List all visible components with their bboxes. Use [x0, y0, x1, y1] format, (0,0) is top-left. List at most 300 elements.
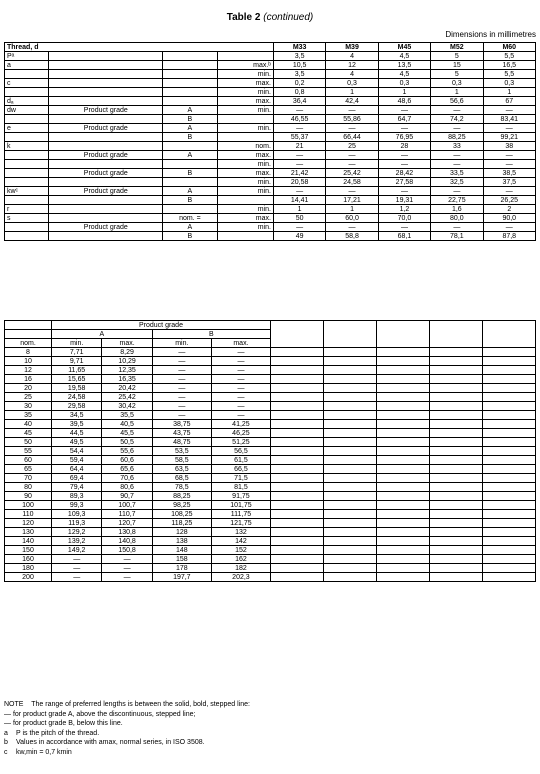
cell: 5,5 [483, 52, 535, 61]
cell: — [483, 124, 535, 133]
blank-cell [377, 528, 430, 537]
cell: 3,5 [273, 52, 325, 61]
cell: — [378, 124, 430, 133]
blank-cell [483, 321, 536, 348]
blank-cell [483, 501, 536, 510]
length-cell: 120 [5, 519, 52, 528]
blank-cell [483, 456, 536, 465]
blank-cell [377, 501, 430, 510]
blank-cell [430, 420, 483, 429]
length-cell: 45,5 [102, 429, 152, 438]
length-cell: 110 [5, 510, 52, 519]
cell [49, 115, 163, 124]
length-cell: — [152, 384, 211, 393]
cell: dw [5, 106, 49, 115]
length-row [5, 447, 536, 456]
length-cell: 158 [152, 555, 211, 564]
blank-cell [483, 375, 536, 384]
length-cell: 81,5 [211, 483, 270, 492]
cell: k [5, 142, 49, 151]
length-cell: — [102, 564, 152, 573]
length-cell: 197,7 [152, 573, 211, 582]
cell [5, 169, 49, 178]
table-row [5, 214, 536, 223]
length-cell: 34,5 [52, 411, 102, 420]
blank-cell [483, 357, 536, 366]
grade-a: A [52, 330, 153, 339]
table-row [5, 196, 536, 205]
length-cell: 24,58 [52, 393, 102, 402]
cell [49, 88, 163, 97]
cell: 19,31 [378, 196, 430, 205]
blank-cell [271, 411, 324, 420]
blank-cell [483, 510, 536, 519]
blank-cell [324, 546, 377, 555]
min-header: min. [52, 339, 102, 348]
cell [217, 115, 273, 124]
blank-cell [483, 519, 536, 528]
cell: — [326, 106, 378, 115]
length-cell: 19,58 [52, 384, 102, 393]
footnote-text: kw,min = 0,7 kmin [16, 748, 72, 756]
length-cell: 109,3 [52, 510, 102, 519]
blank-cell [324, 420, 377, 429]
length-row [5, 357, 536, 366]
table-header-row [5, 43, 536, 52]
cell: max. [217, 151, 273, 160]
blank-cell [430, 573, 483, 582]
header-thread: Thread, d [5, 43, 274, 52]
blank-cell [271, 438, 324, 447]
length-cell: 66,5 [211, 465, 270, 474]
cell: Product grade [49, 223, 163, 232]
cell: min. [217, 160, 273, 169]
table-row [5, 52, 536, 61]
length-cell: 138 [152, 537, 211, 546]
blank-cell [271, 321, 324, 348]
length-row [5, 429, 536, 438]
cell: — [273, 151, 325, 160]
blank-cell [483, 429, 536, 438]
cell: A [163, 124, 217, 133]
length-cell: 100,7 [102, 501, 152, 510]
cell [5, 232, 49, 241]
table-row [5, 97, 536, 106]
length-body [5, 348, 536, 582]
cell: 4,5 [378, 52, 430, 61]
length-cell: 51,25 [211, 438, 270, 447]
note-text: The range of preferred lengths is between the solid, bold, stepped line: [31, 701, 250, 708]
cell [49, 70, 163, 79]
length-cell: 16,35 [102, 375, 152, 384]
cell: — [378, 151, 430, 160]
cell: 13,5 [378, 61, 430, 70]
blank-cell [324, 528, 377, 537]
length-row [5, 438, 536, 447]
cell: — [431, 124, 483, 133]
length-cell: 79,4 [52, 483, 102, 492]
blank-cell [483, 402, 536, 411]
cell [49, 160, 163, 169]
length-cell: — [211, 366, 270, 375]
length-cell: 46,25 [211, 429, 270, 438]
blank-cell [271, 357, 324, 366]
cell [217, 232, 273, 241]
length-cell: 53,5 [152, 447, 211, 456]
table-row [5, 151, 536, 160]
blank-cell [271, 501, 324, 510]
blank-cell [377, 465, 430, 474]
length-cell: 35,5 [102, 411, 152, 420]
cell [49, 79, 163, 88]
cell: — [483, 223, 535, 232]
table-row [5, 187, 536, 196]
footnote: b Values in accordance with amax, normal series, in ISO 3508. [4, 739, 205, 746]
cell: 1 [273, 205, 325, 214]
length-cell: 40 [5, 420, 52, 429]
cell: — [273, 187, 325, 196]
cell: A [163, 151, 217, 160]
length-cell: 90,7 [102, 492, 152, 501]
length-row [5, 474, 536, 483]
cell: 5,5 [483, 70, 535, 79]
blank-cell [377, 384, 430, 393]
blank-cell [271, 564, 324, 573]
blank-cell [324, 438, 377, 447]
cell: A [163, 187, 217, 196]
cell [217, 52, 273, 61]
blank-cell [377, 366, 430, 375]
max-header: max. [102, 339, 152, 348]
cell: 55,86 [326, 115, 378, 124]
note-label: NOTE [4, 701, 24, 708]
length-row [5, 519, 536, 528]
blank-cell [324, 357, 377, 366]
table-row [5, 232, 536, 241]
cell: 24,58 [326, 178, 378, 187]
blank-cell [324, 573, 377, 582]
dimensions-table [4, 42, 536, 241]
cell [217, 133, 273, 142]
length-cell: 160 [5, 555, 52, 564]
cell: A [163, 106, 217, 115]
blank-cell [377, 357, 430, 366]
cell [163, 61, 217, 70]
blank-cell [430, 528, 483, 537]
blank-cell [271, 474, 324, 483]
cell: 5 [431, 52, 483, 61]
blank-cell [430, 465, 483, 474]
length-cell: 56,5 [211, 447, 270, 456]
cell: — [483, 106, 535, 115]
cell: 33 [431, 142, 483, 151]
blank-cell [430, 447, 483, 456]
blank-cell [483, 384, 536, 393]
length-cell: 110,7 [102, 510, 152, 519]
blank-cell [271, 519, 324, 528]
cell: 32,5 [431, 178, 483, 187]
length-row [5, 393, 536, 402]
cell: 4 [326, 52, 378, 61]
length-cell: 44,5 [52, 429, 102, 438]
blank-cell [430, 438, 483, 447]
blank-cell [430, 357, 483, 366]
cell: 55,37 [273, 133, 325, 142]
blank-cell [377, 546, 430, 555]
blank-cell [430, 510, 483, 519]
length-row [5, 537, 536, 546]
blank-cell [377, 393, 430, 402]
cell [49, 196, 163, 205]
table-row [5, 223, 536, 232]
length-row [5, 402, 536, 411]
length-cell: 8 [5, 348, 52, 357]
blank-cell [324, 393, 377, 402]
blank-cell [377, 555, 430, 564]
grade-b: B [152, 330, 270, 339]
cell: 28 [378, 142, 430, 151]
length-row [5, 420, 536, 429]
blank-cell [430, 555, 483, 564]
table-row [5, 160, 536, 169]
cell: 37,5 [483, 178, 535, 187]
cell: 4 [326, 70, 378, 79]
cell [5, 196, 49, 205]
length-cell: 35 [5, 411, 52, 420]
cell: min. [217, 178, 273, 187]
length-cell: 121,75 [211, 519, 270, 528]
length-cell: 140,8 [102, 537, 152, 546]
product-grade-header: Product grade [52, 321, 271, 330]
cell [49, 52, 163, 61]
cell [49, 214, 163, 223]
max-header: max. [211, 339, 270, 348]
table-row [5, 133, 536, 142]
length-row [5, 546, 536, 555]
cell: 66,44 [326, 133, 378, 142]
blank-cell [324, 447, 377, 456]
blank-cell [324, 411, 377, 420]
blank-cell [483, 411, 536, 420]
length-cell: — [52, 555, 102, 564]
cell: 60,0 [326, 214, 378, 223]
blank-cell [483, 348, 536, 357]
length-cell: 20,42 [102, 384, 152, 393]
length-cell: 202,3 [211, 573, 270, 582]
cell [163, 142, 217, 151]
cell: min. [217, 70, 273, 79]
cell: 1 [326, 205, 378, 214]
blank-cell [324, 321, 377, 348]
cell: — [431, 151, 483, 160]
cell: nom. [217, 142, 273, 151]
cell [49, 133, 163, 142]
length-row [5, 564, 536, 573]
length-cell: 149,2 [52, 546, 102, 555]
cell: — [326, 151, 378, 160]
blank-cell [271, 510, 324, 519]
cell: — [273, 223, 325, 232]
blank-cell [271, 348, 324, 357]
table-row [5, 88, 536, 97]
cell: 56,6 [431, 97, 483, 106]
length-row [5, 501, 536, 510]
blank-cell [483, 465, 536, 474]
length-cell: 10 [5, 357, 52, 366]
length-cell: — [211, 357, 270, 366]
blank-cell [324, 564, 377, 573]
blank-cell [271, 555, 324, 564]
length-cell: 98,25 [152, 501, 211, 510]
length-row [5, 528, 536, 537]
cell: Product grade [49, 169, 163, 178]
blank-cell [483, 483, 536, 492]
cell: 42,4 [326, 97, 378, 106]
cell: e [5, 124, 49, 133]
header-col: M60 [483, 43, 535, 52]
table-body [5, 52, 536, 241]
length-cell: 61,5 [211, 456, 270, 465]
length-cell: 130 [5, 528, 52, 537]
cell: — [431, 223, 483, 232]
cell: 26,25 [483, 196, 535, 205]
length-cell: — [211, 384, 270, 393]
length-cell: — [211, 348, 270, 357]
blank-cell [271, 456, 324, 465]
length-cell: — [152, 402, 211, 411]
length-cell: 118,25 [152, 519, 211, 528]
cell: — [326, 124, 378, 133]
length-cell: 140 [5, 537, 52, 546]
cell [49, 142, 163, 151]
cell: 14,41 [273, 196, 325, 205]
blank-cell [377, 456, 430, 465]
length-cell: 91,75 [211, 492, 270, 501]
cell: 58,8 [326, 232, 378, 241]
length-row [5, 384, 536, 393]
length-cell: 200 [5, 573, 52, 582]
blank-cell [430, 564, 483, 573]
table-row [5, 61, 536, 70]
length-cell: 89,3 [52, 492, 102, 501]
length-cell: 162 [211, 555, 270, 564]
blank-cell [430, 483, 483, 492]
length-cell: 64,4 [52, 465, 102, 474]
cell: B [163, 115, 217, 124]
cell: B [163, 169, 217, 178]
length-row [5, 375, 536, 384]
footnote-text: Values in accordance with amax, normal series, in ISO 3508. [16, 739, 205, 746]
length-cell: 142 [211, 537, 270, 546]
cell [163, 70, 217, 79]
length-cell: 25,42 [102, 393, 152, 402]
blank-cell [377, 438, 430, 447]
length-cell: — [211, 402, 270, 411]
length-cell: 50,5 [102, 438, 152, 447]
cell: 1 [483, 88, 535, 97]
cell: 27,58 [378, 178, 430, 187]
cell: 5 [431, 70, 483, 79]
blank-cell [324, 366, 377, 375]
cell: 15 [431, 61, 483, 70]
table-row [5, 106, 536, 115]
length-cell: — [52, 564, 102, 573]
cell: 83,41 [483, 115, 535, 124]
cell: min. [217, 187, 273, 196]
blank-cell [430, 501, 483, 510]
length-row [5, 555, 536, 564]
blank-cell [483, 573, 536, 582]
blank-cell [271, 420, 324, 429]
cell: r [5, 205, 49, 214]
blank-cell [324, 375, 377, 384]
cell [49, 61, 163, 70]
length-cell: 65,6 [102, 465, 152, 474]
cell: 88,25 [431, 133, 483, 142]
cell: 22,75 [431, 196, 483, 205]
cell: 36,4 [273, 97, 325, 106]
header-col: M52 [431, 43, 483, 52]
table-title: Table 2 (continued) [226, 12, 314, 23]
min-header: min. [152, 339, 211, 348]
cell: 17,21 [326, 196, 378, 205]
blank-cell [377, 492, 430, 501]
length-cell: 111,75 [211, 510, 270, 519]
blank-cell [483, 366, 536, 375]
blank-cell [271, 447, 324, 456]
length-cell: 132 [211, 528, 270, 537]
length-row [5, 573, 536, 582]
length-cell: 45 [5, 429, 52, 438]
blank-cell [5, 330, 52, 339]
cell: a [5, 61, 49, 70]
length-cell: 54,4 [52, 447, 102, 456]
blank-cell [5, 321, 52, 330]
length-cell: — [102, 555, 152, 564]
blank-cell [483, 492, 536, 501]
length-cell: 10,29 [102, 357, 152, 366]
header-col: M33 [273, 43, 325, 52]
cell: — [378, 106, 430, 115]
cell [163, 178, 217, 187]
cell: 80,0 [431, 214, 483, 223]
cell: 0,8 [273, 88, 325, 97]
cell: 48,6 [378, 97, 430, 106]
blank-cell [324, 348, 377, 357]
blank-cell [271, 402, 324, 411]
cell: 68,1 [378, 232, 430, 241]
length-row [5, 465, 536, 474]
blank-cell [483, 474, 536, 483]
cell: nom. = [163, 214, 217, 223]
cell: — [431, 160, 483, 169]
cell: c [5, 79, 49, 88]
cell: 10,5 [273, 61, 325, 70]
length-cell: — [211, 411, 270, 420]
cell: — [483, 160, 535, 169]
length-cell: — [152, 393, 211, 402]
cell: — [378, 223, 430, 232]
cell [49, 178, 163, 187]
blank-cell [483, 555, 536, 564]
table-row [5, 70, 536, 79]
length-cell: 120,7 [102, 519, 152, 528]
cell: B [163, 196, 217, 205]
length-row [5, 483, 536, 492]
blank-cell [430, 456, 483, 465]
blank-cell [483, 537, 536, 546]
cell: 21 [273, 142, 325, 151]
